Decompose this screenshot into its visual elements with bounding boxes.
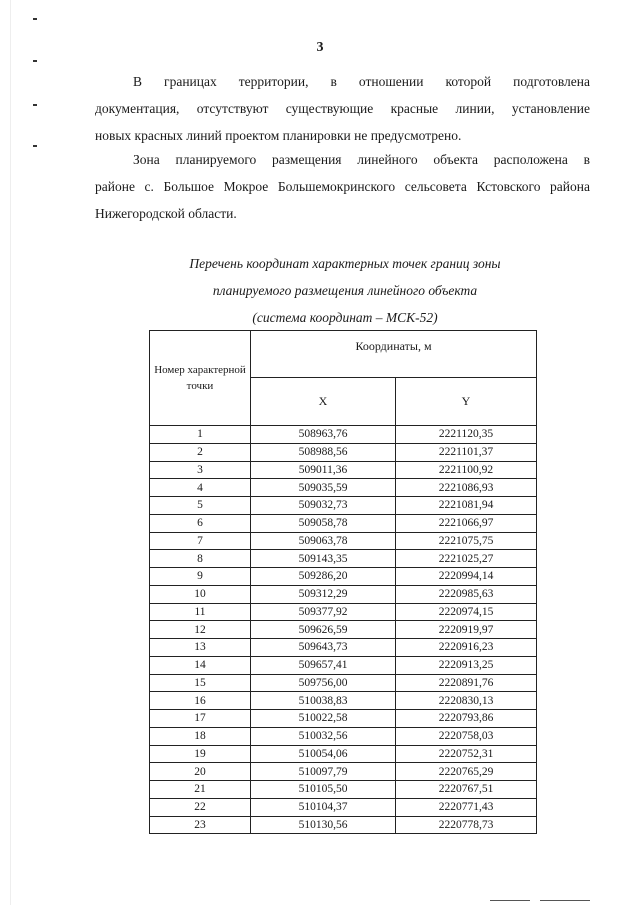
paragraph-red-lines: [95, 68, 590, 149]
x-coordinate-cell: 510104,37: [251, 798, 396, 816]
y-coordinate-cell: 2220765,29: [396, 763, 537, 781]
paragraph-line: новых красных линий проектом планировки не предусмотрено.: [95, 128, 462, 143]
table-row: [150, 727, 537, 745]
point-number-cell: 7: [150, 532, 251, 550]
y-coordinate-cell: 2220891,76: [396, 674, 537, 692]
point-number-cell: 23: [150, 816, 251, 834]
x-coordinate-cell: 510130,56: [251, 816, 396, 834]
y-coordinate-cell: 2220830,13: [396, 692, 537, 710]
y-coordinate-cell: 2220974,15: [396, 603, 537, 621]
point-number-cell: 9: [150, 568, 251, 586]
y-coordinate-cell: 2221101,37: [396, 443, 537, 461]
y-coordinate-cell: 2220919,97: [396, 621, 537, 639]
point-number-cell: 4: [150, 479, 251, 497]
x-coordinate-cell: 509643,73: [251, 639, 396, 657]
scan-mark: [540, 900, 590, 901]
table-row: [150, 621, 537, 639]
margin-mark: [33, 145, 37, 147]
x-coordinate-cell: 509063,78: [251, 532, 396, 550]
header-x: X: [251, 378, 396, 426]
table-row: [150, 585, 537, 603]
paragraph-line: Нижегородской области.: [95, 206, 237, 221]
coordinates-table: [149, 330, 537, 834]
x-coordinate-cell: 509312,29: [251, 585, 396, 603]
table-row: [150, 426, 537, 444]
x-coordinate-cell: 509058,78: [251, 514, 396, 532]
table-row: [150, 692, 537, 710]
x-coordinate-cell: 509035,59: [251, 479, 396, 497]
x-coordinate-cell: 509657,41: [251, 656, 396, 674]
table-row: [150, 479, 537, 497]
table-row: [150, 674, 537, 692]
x-coordinate-cell: 510022,58: [251, 710, 396, 728]
table-row: [150, 443, 537, 461]
header-coordinates: Координаты, м: [251, 331, 537, 378]
y-coordinate-cell: 2220752,31: [396, 745, 537, 763]
point-number-cell: 12: [150, 621, 251, 639]
table-row: [150, 745, 537, 763]
paragraph-zone-location: [95, 146, 590, 227]
page-number: 3: [316, 40, 324, 55]
paragraph-line: документация, отсутствуют существующие красные линии, установление: [95, 101, 590, 116]
y-coordinate-cell: 2220767,51: [396, 781, 537, 799]
table-row: [150, 497, 537, 515]
y-coordinate-cell: 2221120,35: [396, 426, 537, 444]
table-row: [150, 710, 537, 728]
y-coordinate-cell: 2220758,03: [396, 727, 537, 745]
x-coordinate-cell: 509626,59: [251, 621, 396, 639]
margin-mark: [33, 60, 37, 62]
table-row: [150, 763, 537, 781]
margin-mark: [33, 104, 37, 106]
point-number-cell: 22: [150, 798, 251, 816]
point-number-cell: 17: [150, 710, 251, 728]
table-body: [150, 426, 537, 834]
caption-line: планируемого размещения линейного объекта: [212, 283, 478, 298]
x-coordinate-cell: 509756,00: [251, 674, 396, 692]
paragraph-line: районе с. Большое Мокрое Большемокринского сельсовета Кстовского района: [95, 179, 590, 194]
caption-line: Перечень координат характерных точек границ зоны: [189, 256, 501, 271]
x-coordinate-cell: 509032,73: [251, 497, 396, 515]
point-number-cell: 19: [150, 745, 251, 763]
x-coordinate-cell: 508988,56: [251, 443, 396, 461]
y-coordinate-cell: 2220985,63: [396, 585, 537, 603]
x-coordinate-cell: 509286,20: [251, 568, 396, 586]
y-coordinate-cell: 2221025,27: [396, 550, 537, 568]
header-point-number: Номер характерной точки: [150, 331, 251, 426]
table-caption: [0, 250, 640, 331]
point-number-cell: 11: [150, 603, 251, 621]
header-y: Y: [396, 378, 537, 426]
y-coordinate-cell: 2220913,25: [396, 656, 537, 674]
point-number-cell: 15: [150, 674, 251, 692]
x-coordinate-cell: 510097,79: [251, 763, 396, 781]
x-coordinate-cell: 510038,83: [251, 692, 396, 710]
point-number-cell: 14: [150, 656, 251, 674]
y-coordinate-cell: 2220771,43: [396, 798, 537, 816]
paragraph-line: В границах территории, в отношении которой подготовлена: [133, 74, 590, 89]
table-row: [150, 568, 537, 586]
table-row: [150, 639, 537, 657]
paragraph-line: Зона планируемого размещения линейного объекта расположена в: [133, 152, 590, 167]
table-row: [150, 514, 537, 532]
y-coordinate-cell: 2220916,23: [396, 639, 537, 657]
point-number-cell: 21: [150, 781, 251, 799]
y-coordinate-cell: 2221075,75: [396, 532, 537, 550]
y-coordinate-cell: 2220793,86: [396, 710, 537, 728]
table-row: [150, 603, 537, 621]
x-coordinate-cell: 509143,35: [251, 550, 396, 568]
table-row: [150, 816, 537, 834]
y-coordinate-cell: 2220778,73: [396, 816, 537, 834]
point-number-cell: 20: [150, 763, 251, 781]
table-row: [150, 781, 537, 799]
point-number-cell: 13: [150, 639, 251, 657]
x-coordinate-cell: 510054,06: [251, 745, 396, 763]
point-number-cell: 5: [150, 497, 251, 515]
table-row: [150, 461, 537, 479]
point-number-cell: 2: [150, 443, 251, 461]
caption-line: (система координат – МСК-52): [252, 310, 438, 325]
point-number-cell: 16: [150, 692, 251, 710]
table-row: [150, 550, 537, 568]
x-coordinate-cell: 508963,76: [251, 426, 396, 444]
scan-edge-line: [10, 0, 11, 905]
table-row: [150, 798, 537, 816]
y-coordinate-cell: 2220994,14: [396, 568, 537, 586]
y-coordinate-cell: 2221081,94: [396, 497, 537, 515]
point-number-cell: 18: [150, 727, 251, 745]
point-number-cell: 8: [150, 550, 251, 568]
y-coordinate-cell: 2221100,92: [396, 461, 537, 479]
y-coordinate-cell: 2221066,97: [396, 514, 537, 532]
x-coordinate-cell: 509377,92: [251, 603, 396, 621]
point-number-cell: 3: [150, 461, 251, 479]
point-number-cell: 10: [150, 585, 251, 603]
x-coordinate-cell: 510105,50: [251, 781, 396, 799]
point-number-cell: 6: [150, 514, 251, 532]
margin-mark: [33, 18, 37, 20]
x-coordinate-cell: 509011,36: [251, 461, 396, 479]
scan-mark: [490, 900, 530, 901]
table-row: [150, 656, 537, 674]
x-coordinate-cell: 510032,56: [251, 727, 396, 745]
table-row: [150, 532, 537, 550]
point-number-cell: 1: [150, 426, 251, 444]
y-coordinate-cell: 2221086,93: [396, 479, 537, 497]
